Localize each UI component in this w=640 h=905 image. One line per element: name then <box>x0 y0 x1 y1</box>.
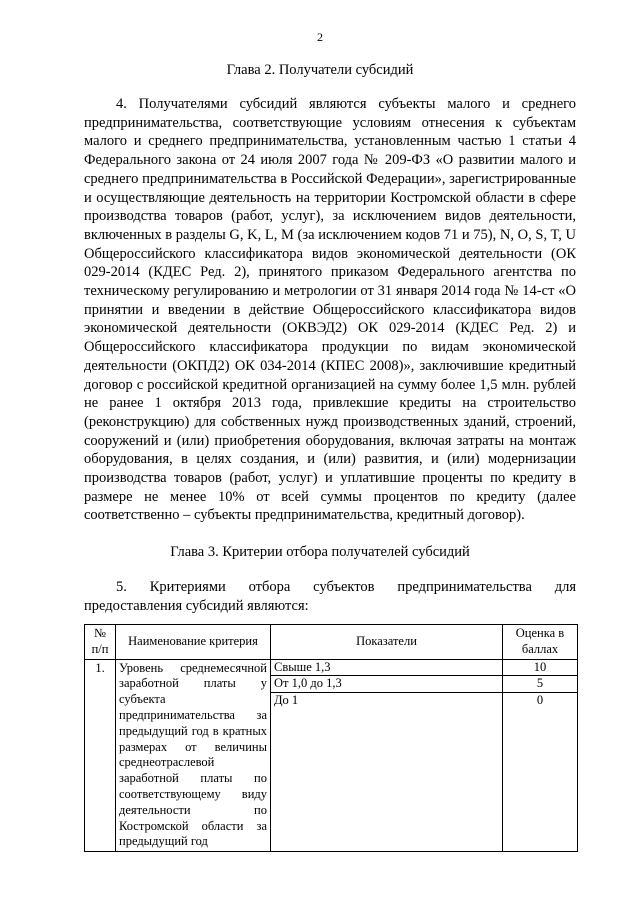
chapter-2-paragraph <box>84 95 576 525</box>
row-criterion: Уровень среднемесячной заработной платы у субъекта предпринимательства за предыдущий год в кратных размерах от величины среднеотраслевой заработной платы по соответствующему виду деятельности по Костромской области за предыдущий год <box>116 659 271 852</box>
score-item: 0 <box>536 693 544 708</box>
indicator-item: Свыше 1,3 <box>271 660 502 677</box>
table-header-row <box>85 625 578 660</box>
header-num: № п/п <box>85 625 116 660</box>
header-indicators: Показатели <box>271 625 503 660</box>
header-criterion-name: Наименование критерия <box>116 625 271 660</box>
indicator-item: До 1 <box>274 693 299 708</box>
header-score: Оценка в баллах <box>503 625 578 660</box>
chapter-3-title: Глава 3. Критерии отбора получателей субсидий <box>170 544 470 560</box>
score-item: 5 <box>503 676 577 693</box>
row-indicators <box>271 659 503 852</box>
score-item: 10 <box>503 660 577 677</box>
chapter-3-paragraph-text: 5. Критериями отбора субъектов предпринимательства для предоставления субсидий являются: <box>84 579 576 614</box>
chapter-3-paragraph <box>84 578 576 615</box>
indicator-item: От 1,0 до 1,3 <box>271 676 502 693</box>
chapter-2-title: Глава 2. Получатели субсидий <box>226 62 414 78</box>
page-number: 2 <box>317 30 323 44</box>
row-num: 1. <box>85 659 116 852</box>
criteria-table <box>84 624 578 852</box>
row-scores <box>503 659 578 852</box>
chapter-2-paragraph-text: 4. Получателями субсидий являются субъекты малого и среднего предпринимательства, соответствующие условиям отнесения к субъектам малого и среднего предпринимательства, установленным частью 1 статьи 4 Федерального закона от 24 июля 2007 года № 209-ФЗ «О развитии малого и среднего предпринимательства в Российской Федерации», зарегистрированные и осуществляющие деятельность на территории Костромской области в сфере производства товаров (работ, услуг), за исключением видов деятельности, включенных в разделы G, K, L, M (за исключением кодов 71 и 75), N, O, S, T, U Общероссийского классификатора видов экономической деятельности (ОК 029-2014 (КДЕС Ред. 2), принятого приказом Федерального агентства по техническому регулированию и метрологии от 31 января 2014 года № 14-ст «О принятии и введении в действие Общероссийского классификатора видов экономической деятельности (ОКВЭД2) ОК 029-2014 (КДЕС Ред. 2) и Общероссийского классификатора продукции по видам экономической деятельности (ОКПД2) ОК 034-2014 (КПЕС 2008)», заключившие кредитный договор с российской кредитной организацией на сумму более 1,5 млн. рублей не ранее 1 октября 2013 года, привлекшие кредиты на строительство (реконструкцию) для собственных нужд производственных зданий, строений, сооружений и (или) приобретения оборудования, включая затраты на монтаж оборудования, в целях создания, и (или) развития, и (или) модернизации производства товаров (работ, услуг) и уплатившие проценты по кредиту в размере не менее 10% от всей суммы процентов по кредиту (далее соответственно – субъекты предпринимательства, кредитный договор). <box>84 96 576 524</box>
table-row <box>85 659 578 852</box>
